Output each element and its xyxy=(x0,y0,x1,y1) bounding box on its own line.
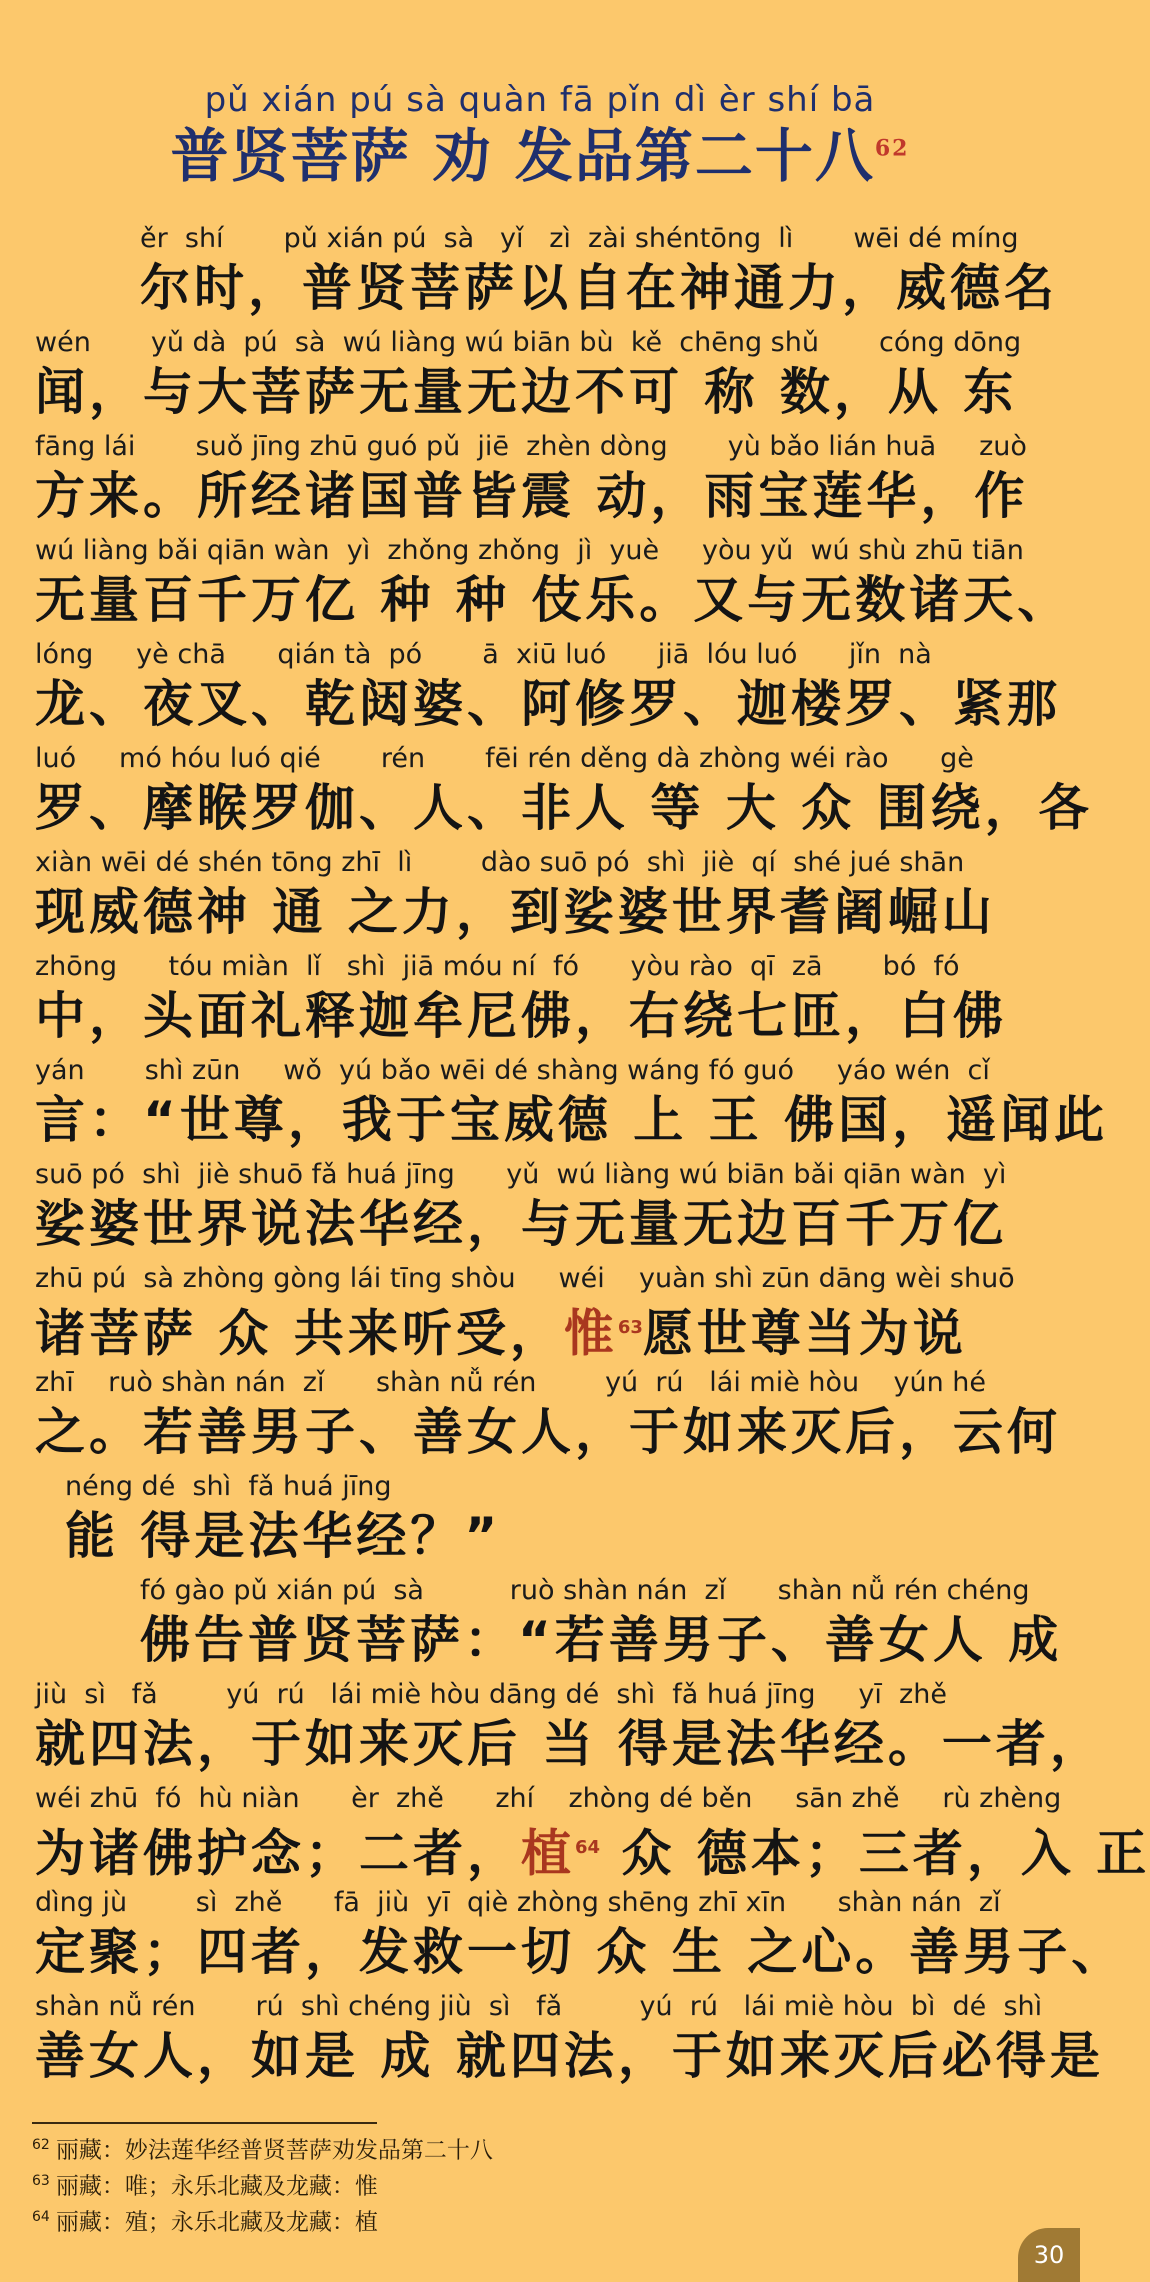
pinyin-line: yán shì zūn wǒ yú bǎo wēi dé shàng wáng fó guó yáo wén cǐ xyxy=(35,1055,990,1086)
pinyin-line: suō pó shì jiè shuō fǎ huá jīng yǔ wú liàng wú biān bǎi qiān wàn yì xyxy=(35,1159,1007,1190)
variant-character: 惟 xyxy=(563,1304,618,1363)
title-text xyxy=(0,121,1080,190)
title-footnote-mark: 62 xyxy=(874,135,910,162)
hanzi-line: 中，头面礼释迦牟尼佛，右绕七匝，白佛 xyxy=(35,987,1007,1045)
hanzi-line: 就四法，于如来灭后 当 得是法华经。一者， xyxy=(35,1715,1104,1773)
text-line xyxy=(35,1262,1050,1366)
hanzi-line: 定聚；四者，发救一切 众 生 之心。善男子、 xyxy=(35,1923,1126,1981)
text-line xyxy=(35,742,1093,846)
text-line xyxy=(35,1990,1104,2094)
text-line xyxy=(35,534,1072,638)
page-number: 30 xyxy=(1018,2228,1080,2282)
text-line xyxy=(35,1158,1050,1262)
hanzi-line: 现威德神 通 之力，到娑婆世界耆阇崛山 xyxy=(35,883,996,941)
pinyin-line: ěr shí pǔ xián pú sà yǐ zì zài shéntōng lì wēi dé míng xyxy=(140,223,1019,254)
text-line xyxy=(35,1782,1150,1886)
pinyin-line: fāng lái suǒ jīng zhū guó pǔ jiē zhèn dòng yù bǎo lián huā zuò xyxy=(35,431,1027,462)
title-hanzi: 普贤菩萨 劝 发品第二十八 xyxy=(170,121,875,190)
pinyin-line: zhū pú sà zhòng gòng lái tīng shòu wéi yuàn shì zūn dāng wèi shuō xyxy=(35,1263,1015,1294)
text-line xyxy=(140,1574,1063,1678)
pinyin-line: xiàn wēi dé shén tōng zhī lì dào suō pó shì jiè qí shé jué shān xyxy=(35,847,965,878)
pinyin-line: luó mó hóu luó qié rén fēi rén děng dà zhòng wéi rào gè xyxy=(35,743,974,774)
hanzi-line: 方来。所经诸国普皆震 动，雨宝莲华，作 xyxy=(35,467,1029,525)
pinyin-line: wéi zhū fó hù niàn èr zhě zhí zhòng dé běn sān zhě rù zhèng xyxy=(35,1783,1062,1814)
pinyin-line: néng dé shì fǎ huá jīng xyxy=(65,1471,392,1502)
chapter-title xyxy=(0,80,1080,189)
pinyin-line: dìng jù sì zhě fā jiù yī qiè zhòng shēng zhī xīn shàn nán zǐ xyxy=(35,1887,1001,1918)
hanzi-line: 言：“世尊，我于宝威德 上 王 佛国，遥闻此 xyxy=(35,1091,1109,1149)
pinyin-line: wú liàng bǎi qiān wàn yì zhǒng zhǒng jì yuè yòu yǔ wú shù zhū tiān xyxy=(35,535,1024,566)
pinyin-line: wén yǔ dà pú sà wú liàng wú biān bù kě chēng shǔ cóng dōng xyxy=(35,327,1022,358)
text-line xyxy=(35,1366,1061,1470)
hanzi-line xyxy=(35,1818,1150,1884)
hanzi-line: 无量百千万亿 种 种 伎乐。又与无数诸天、 xyxy=(35,571,1072,629)
hanzi-segment: 愿世尊当为说 xyxy=(642,1304,967,1363)
text-line xyxy=(35,846,1050,950)
pinyin-line: zhōng tóu miàn lǐ shì jiā móu ní fó yòu rào qī zā bó fó xyxy=(35,951,960,982)
hanzi-segment: 众 德本；三者，入 正 xyxy=(600,1824,1150,1883)
footnote-mark: 63 xyxy=(617,1317,643,1338)
text-line xyxy=(140,222,1058,326)
hanzi-line: 尔时，普贤菩萨以自在神通力，威德名 xyxy=(140,259,1058,317)
pinyin-line: fó gào pǔ xián pú sà ruò shàn nán zǐ shàn nǚ rén chéng xyxy=(140,1575,1030,1606)
footnote-divider xyxy=(32,2122,377,2124)
hanzi-segment: 诸菩萨 众 共来听受， xyxy=(35,1304,564,1363)
hanzi-line: 龙、夜叉、乾闼婆、阿修罗、迦楼罗、紧那 xyxy=(35,675,1061,733)
footnote-mark: 64 xyxy=(575,1837,601,1858)
text-line xyxy=(35,950,1050,1054)
pinyin-line: zhī ruò shàn nán zǐ shàn nǚ rén yú rú lái miè hòu yún hé xyxy=(35,1367,986,1398)
hanzi-line xyxy=(35,1298,1050,1364)
hanzi-line: 罗、摩睺罗伽、人、非人 等 大 众 围绕，各 xyxy=(35,779,1093,837)
text-line xyxy=(35,1886,1126,1990)
pinyin-line: jiù sì fǎ yú rú lái miè hòu dāng dé shì fǎ huá jīng yī zhě xyxy=(35,1679,947,1710)
text-line xyxy=(35,1678,1104,1782)
title-pinyin: pǔ xián pú sà quàn fā pǐn dì èr shí bā xyxy=(204,80,876,120)
text-line xyxy=(35,430,1050,534)
variant-character: 植 xyxy=(521,1824,575,1883)
footnote-62: $^{62}$ 丽藏：妙法莲华经普贤菩萨劝发品第二十八 xyxy=(32,2137,493,2164)
hanzi-line: 娑婆世界说法华经，与无量无边百千万亿 xyxy=(35,1195,1007,1253)
text-line xyxy=(35,1054,1109,1158)
hanzi-line: 能 得是法华经？” xyxy=(65,1507,502,1565)
pinyin-line: lóng yè chā qián tà pó ā xiū luó jiā lóu luó jǐn nà xyxy=(35,639,932,670)
footnote-64: $^{64}$ 丽藏：殖；永乐北藏及龙藏：植 xyxy=(32,2209,378,2236)
hanzi-line: 闻，与大菩萨无量无边不可 称 数，从 东 xyxy=(35,363,1018,421)
hanzi-line: 善女人，如是 成 就四法，于如来灭后必得是 xyxy=(35,2027,1104,2085)
pinyin-line: shàn nǚ rén rú shì chéng jiù sì fǎ yú rú lái miè hòu bì dé shì xyxy=(35,1991,1043,2022)
hanzi-line: 佛告普贤菩萨：“若善男子、善女人 成 xyxy=(140,1611,1063,1669)
text-line xyxy=(35,326,1050,430)
hanzi-segment: 为诸佛护念；二者， xyxy=(35,1824,521,1883)
text-line xyxy=(35,638,1061,742)
hanzi-line: 之。若善男子、善女人，于如来灭后，云何 xyxy=(35,1403,1061,1461)
text-line xyxy=(65,1470,1050,1574)
footnote-63: $^{63}$ 丽藏：唯；永乐北藏及龙藏：惟 xyxy=(32,2173,378,2200)
